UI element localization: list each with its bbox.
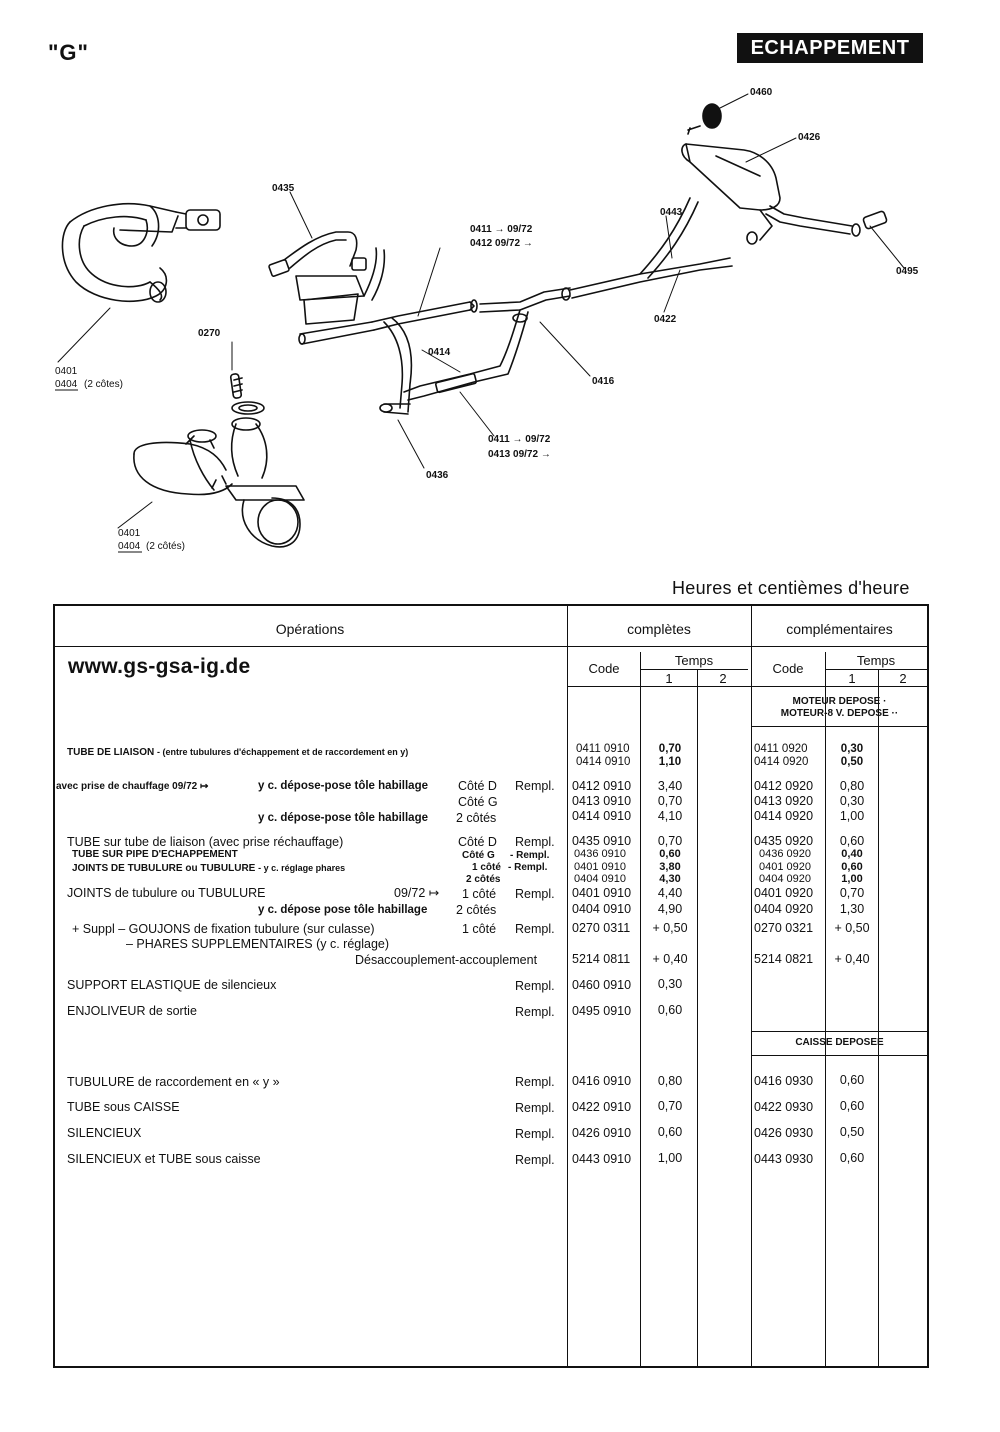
code-r14: 0460 0910	[572, 978, 632, 992]
ct1-r6: 0,40	[841, 848, 863, 860]
op-r18: SILENCIEUX	[67, 1126, 142, 1140]
code-r1: 0411 0910 0414 0910	[576, 743, 631, 768]
callout-0401-lower: 0401	[118, 528, 141, 539]
callout-0413-bottom: 0413 09/72 →	[488, 449, 551, 460]
header-operations: Opérations	[275, 621, 345, 637]
op-prefix-r2: avec prise de chauffage 09/72 ↦	[56, 781, 209, 792]
note-caisse-deposee: CAISSE DEPOSEE	[795, 1037, 884, 1048]
ct1-r4: 1,00	[839, 809, 865, 823]
t1-r16: 0,80	[657, 1074, 683, 1088]
t1-r2: 3,40	[657, 779, 683, 793]
callout-0435: 0435	[272, 183, 295, 194]
header-code-complementaires: Code	[772, 661, 804, 676]
op-r15: ENJOLIVEUR de sortie	[67, 1004, 197, 1018]
exhaust-parts-diagram	[0, 70, 1000, 570]
side-r4: 2 côtés	[456, 811, 497, 825]
op-r5: TUBE sur tube de liaison (avec prise réchauffage)	[67, 835, 344, 849]
act-r5: Rempl.	[515, 835, 555, 849]
header-temps-completes: Temps	[674, 653, 714, 668]
manifold-lower-left-drawing	[134, 374, 304, 547]
callout-0411-bottom: 0411 → 09/72	[488, 434, 551, 445]
units-caption: Heures et centièmes d'heure	[672, 578, 910, 598]
act-r14: Rempl.	[515, 979, 555, 993]
ct1-r10: 1,30	[839, 902, 865, 916]
act-r18: Rempl.	[515, 1127, 555, 1141]
ccode-r19: 0443 0930	[754, 1152, 814, 1166]
act-r17: Rempl.	[515, 1101, 555, 1115]
ct1-r9: 0,70	[839, 886, 865, 900]
code-r4: 0414 0910	[572, 809, 632, 823]
ccode-r2: 0412 0920	[754, 779, 814, 793]
header-completes: complètes	[627, 621, 691, 637]
act-r11: Rempl.	[515, 922, 555, 936]
ccode-r18: 0426 0930	[754, 1126, 814, 1140]
section-title-badge: ECHAPPEMENT	[737, 33, 923, 63]
ct1-r16: 0,60	[839, 1073, 865, 1087]
ct1-r1: 0,30 0,50	[840, 743, 864, 768]
code-r5: 0435 0910	[572, 834, 632, 848]
ct1-r2: 0,80	[839, 779, 865, 793]
manifold-upper-left-drawing	[62, 204, 220, 302]
ct1-r5: 0,60	[839, 834, 865, 848]
code-r13: 5214 0811	[572, 952, 631, 966]
act-r7: - Rempl.	[508, 862, 548, 873]
code-r6: 0436 0910	[574, 848, 626, 860]
callout-0404-lower: 0404	[118, 541, 141, 552]
callout-0414: 0414	[428, 347, 451, 358]
code-r9: 0401 0910	[572, 886, 632, 900]
code-r8: 0404 0910	[574, 873, 626, 885]
t1-r10: 4,90	[657, 902, 683, 916]
t1-r5: 0,70	[657, 834, 683, 848]
callout-0404-upper: 0404	[55, 379, 78, 390]
code-r2: 0412 0910	[572, 779, 632, 793]
muffler-drawing	[682, 104, 887, 244]
code-r7: 0401 0910	[574, 861, 626, 873]
op-r1: TUBE DE LIAISON - (entre tubulures d'échappement et de raccordement en y)	[67, 747, 409, 758]
op-r19: SILENCIEUX et TUBE sous caisse	[67, 1152, 261, 1166]
header-t2-complementaires: 2	[899, 671, 907, 686]
t1-r7: 3,80	[659, 861, 681, 873]
callout-0411-top: 0411 → 09/72	[470, 224, 533, 235]
page-letter: "G"	[48, 40, 89, 65]
ct1-r18: 0,50	[839, 1125, 865, 1139]
ct1-r7: 0,60	[841, 861, 863, 873]
t1-r15: 0,60	[657, 1003, 683, 1017]
ccode-r4: 0414 0920	[754, 809, 814, 823]
header-temps-complementaires: Temps	[856, 653, 896, 668]
op-r2: y c. dépose-pose tôle habillage	[258, 780, 428, 792]
op-r13: Désaccouplement-accouplement	[355, 953, 538, 967]
code-r11: 0270 0311	[572, 921, 631, 935]
callout-0404-upper-note: (2 côtes)	[84, 379, 123, 390]
callout-0416: 0416	[592, 376, 615, 387]
code-r16: 0416 0910	[572, 1074, 632, 1088]
op-r11: + Suppl – GOUJONS de fixation tubulure (sur culasse)	[72, 922, 375, 936]
callout-0401-upper: 0401	[55, 366, 78, 377]
callout-0412-top: 0412 09/72 →	[470, 238, 533, 249]
t1-r1: 0,70 1,10	[658, 743, 682, 768]
t1-r9: 4,40	[657, 886, 683, 900]
ct1-r17: 0,60	[839, 1099, 865, 1113]
act-r15: Rempl.	[515, 1005, 555, 1019]
header-complementaires: complémentaires	[786, 621, 893, 637]
callout-0426: 0426	[798, 132, 821, 143]
ct1-r19: 0,60	[839, 1151, 865, 1165]
op-r7: JOINTS DE TUBULURE ou TUBULURE - y c. réglage phares	[72, 863, 346, 874]
op-r9: JOINTS de tubulure ou TUBULURE	[67, 886, 266, 900]
side-r7: 1 côté	[472, 862, 501, 873]
ccode-r1: 0411 0920 0414 0920	[754, 743, 809, 768]
code-r19: 0443 0910	[572, 1152, 632, 1166]
op-r16: TUBULURE de raccordement en « y »	[67, 1075, 280, 1089]
ccode-r13: 5214 0821	[754, 952, 814, 966]
act-r19: Rempl.	[515, 1153, 555, 1167]
act-r6: - Rempl.	[510, 850, 550, 861]
code-r3: 0413 0910	[572, 794, 632, 808]
ccode-r9: 0401 0920	[754, 886, 814, 900]
ccode-r11: 0270 0321	[754, 921, 814, 935]
callout-0436: 0436	[426, 470, 449, 481]
t1-r8: 4,30	[659, 873, 681, 885]
link-tubes-drawing	[268, 232, 477, 414]
act-r9: Rempl.	[515, 887, 555, 901]
callout-0404-lower-note: (2 côtés)	[146, 541, 185, 552]
t1-r3: 0,70	[657, 794, 683, 808]
mark-r9: 09/72 ↦	[394, 886, 440, 900]
callout-0460: 0460	[750, 87, 773, 98]
act-r16: Rempl.	[515, 1075, 555, 1089]
website-watermark: www.gs-gsa-ig.de	[68, 655, 251, 678]
op-r14: SUPPORT ELASTIQUE de silencieux	[67, 978, 277, 992]
ccode-r5: 0435 0920	[754, 834, 814, 848]
y-pipe-drawing	[404, 198, 732, 400]
side-r2: Côté D	[458, 779, 497, 793]
ccode-r17: 0422 0930	[754, 1100, 814, 1114]
side-r6: Côté G	[462, 850, 495, 861]
ct1-r3: 0,30	[839, 794, 865, 808]
ct1-r11: + 0,50	[834, 921, 870, 935]
ccode-r8: 0404 0920	[759, 873, 811, 885]
header-t1-completes: 1	[665, 671, 673, 686]
op-r10: y c. dépose pose tôle habillage	[258, 904, 428, 916]
t1-r14: 0,30	[657, 977, 683, 991]
note-moteur-depose: MOTEUR DEPOSE ·	[792, 696, 887, 707]
note-moteur-8v-depose: MOTEUR-8 V. DEPOSE ··	[780, 708, 899, 719]
side-r5: Côté D	[458, 835, 497, 849]
callout-leaders	[58, 94, 904, 528]
op-r6: TUBE SUR PIPE D'ECHAPPEMENT	[72, 849, 238, 860]
header-t2-completes: 2	[719, 671, 727, 686]
t1-r6: 0,60	[659, 848, 681, 860]
callout-0422: 0422	[654, 314, 677, 325]
ccode-r7: 0401 0920	[759, 861, 811, 873]
ccode-r6: 0436 0920	[759, 848, 811, 860]
code-r18: 0426 0910	[572, 1126, 632, 1140]
ct1-r13: + 0,40	[834, 952, 870, 966]
act-r2: Rempl.	[515, 779, 555, 793]
t1-r11: + 0,50	[652, 921, 688, 935]
side-r8: 2 côtés	[466, 874, 501, 885]
op-r12: – PHARES SUPPLEMENTAIRES (y c. réglage)	[126, 937, 390, 951]
t1-r17: 0,70	[657, 1099, 683, 1113]
op-r4: y c. dépose-pose tôle habillage	[258, 812, 428, 824]
side-r10: 2 côtés	[456, 903, 497, 917]
ccode-r3: 0413 0920	[754, 794, 814, 808]
ccode-r10: 0404 0920	[754, 902, 814, 916]
callout-0495: 0495	[896, 266, 919, 277]
t1-r4: 4,10	[657, 809, 683, 823]
code-r10: 0404 0910	[572, 902, 632, 916]
code-r17: 0422 0910	[572, 1100, 632, 1114]
code-r15: 0495 0910	[572, 1004, 632, 1018]
callout-0270: 0270	[198, 328, 221, 339]
side-r9: 1 côté	[462, 887, 497, 901]
t1-r18: 0,60	[657, 1125, 683, 1139]
t1-r19: 1,00	[657, 1151, 683, 1165]
t1-r13: + 0,40	[652, 952, 688, 966]
ct1-r8: 1,00	[841, 873, 863, 885]
ccode-r16: 0416 0930	[754, 1074, 814, 1088]
side-r11: 1 côté	[462, 922, 497, 936]
op-r17: TUBE sous CAISSE	[67, 1100, 180, 1114]
side-r3: Côté G	[458, 795, 498, 809]
header-t1-complementaires: 1	[848, 671, 856, 686]
callout-0443: 0443	[660, 207, 683, 218]
header-code-completes: Code	[588, 661, 620, 676]
